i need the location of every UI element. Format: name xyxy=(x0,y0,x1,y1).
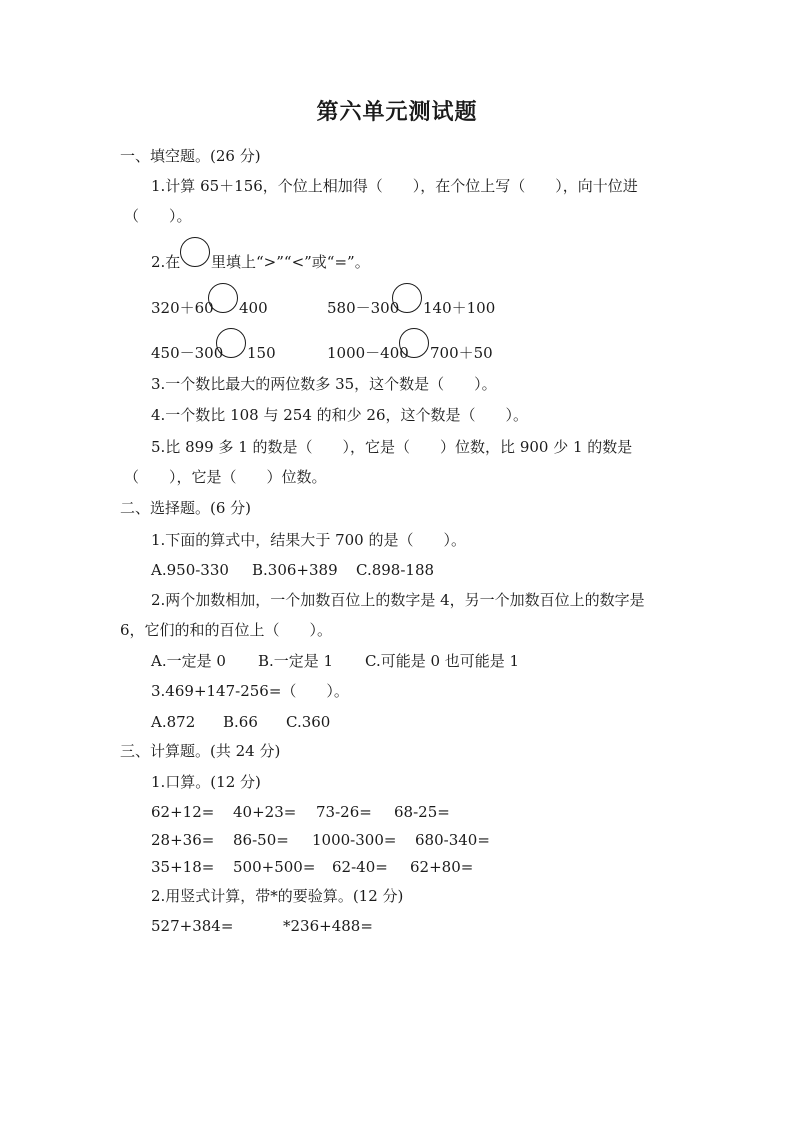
choice-3-option-b: B.66 xyxy=(223,713,258,731)
oral-r2-c2: 86-50= xyxy=(233,831,289,849)
compare-a-right: 400 xyxy=(239,299,268,317)
choice-3-option-a: A.872 xyxy=(151,713,196,731)
choice-2-option-a: A.一定是 0 xyxy=(151,652,226,670)
compare-b-right: 140＋100 xyxy=(423,299,496,317)
fill-question-4: 4.一个数比 108 与 254 的和少 26，这个数是（ ）。 xyxy=(151,406,529,424)
fill-question-2-suffix: 里填上“>”“<”或“=”。 xyxy=(211,253,370,271)
choice-1-option-a: A.950-330 xyxy=(151,561,229,579)
section-2-heading: 二、选择题。(6 分) xyxy=(120,499,252,517)
calc-question-2: 2.用竖式计算，带*的要验算。(12 分) xyxy=(151,887,404,905)
oral-r1-c3: 73-26= xyxy=(316,803,372,821)
fill-question-1-line-1: 1.计算 65＋156，个位上相加得（ ），在个位上写（ ），向十位进 xyxy=(151,177,638,195)
choice-question-3: 3.469+147-256=（ ）。 xyxy=(151,682,349,700)
choice-3-option-c: C.360 xyxy=(286,713,331,731)
oral-r1-c1: 62+12= xyxy=(151,803,215,821)
compare-c-left: 450－300 xyxy=(151,344,224,362)
page-title: 第六单元测试题 xyxy=(316,99,478,125)
choice-question-2-line-2: 6，它们的和的百位上（ ）。 xyxy=(120,621,333,639)
oral-r3-c4: 62+80= xyxy=(410,858,474,876)
choice-question-2-line-1: 2.两个加数相加，一个加数百位上的数字是 4，另一个加数百位上的数字是 xyxy=(151,591,645,609)
oral-r2-c4: 680-340= xyxy=(415,831,490,849)
oral-r3-c2: 500+500= xyxy=(233,858,316,876)
vertical-calc-2: *236+488= xyxy=(283,917,373,935)
compare-b-circle[interactable] xyxy=(392,283,422,313)
compare-b-left: 580－300 xyxy=(327,299,400,317)
fill-question-2-prefix: 2.在 xyxy=(151,253,181,271)
section-1-heading: 一、填空题。(26 分) xyxy=(120,147,261,165)
fill-question-3: 3.一个数比最大的两位数多 35，这个数是（ ）。 xyxy=(151,375,497,393)
oral-r2-c1: 28+36= xyxy=(151,831,215,849)
compare-a-circle[interactable] xyxy=(208,283,238,313)
oral-r1-c4: 68-25= xyxy=(394,803,450,821)
choice-1-option-b: B.306+389 xyxy=(252,561,338,579)
fill-question-5-line-1: 5.比 899 多 1 的数是（ ），它是（ ）位数，比 900 少 1 的数是 xyxy=(151,438,633,456)
vertical-calc-1: 527+384= xyxy=(151,917,234,935)
choice-2-option-b: B.一定是 1 xyxy=(258,652,334,670)
calc-question-1: 1.口算。(12 分) xyxy=(151,773,261,791)
compare-d-left: 1000－400 xyxy=(327,344,409,362)
choice-question-1: 1.下面的算式中，结果大于 700 的是（ ）。 xyxy=(151,531,466,549)
oral-r3-c3: 62-40= xyxy=(332,858,388,876)
oral-r3-c1: 35+18= xyxy=(151,858,215,876)
compare-d-circle[interactable] xyxy=(399,328,429,358)
choice-2-option-c: C.可能是 0 也可能是 1 xyxy=(365,652,520,670)
circle-blank-example xyxy=(180,237,210,267)
compare-a-left: 320＋60 xyxy=(151,299,214,317)
choice-1-option-c: C.898-188 xyxy=(356,561,435,579)
fill-question-1-line-2: （ ）。 xyxy=(124,207,192,225)
section-3-heading: 三、计算题。(共 24 分) xyxy=(120,742,281,760)
compare-c-circle[interactable] xyxy=(216,328,246,358)
compare-c-right: 150 xyxy=(247,344,276,362)
fill-question-5-line-2: （ ），它是（ ）位数。 xyxy=(124,468,327,486)
oral-r1-c2: 40+23= xyxy=(233,803,297,821)
compare-d-right: 700＋50 xyxy=(430,344,493,362)
oral-r2-c3: 1000-300= xyxy=(312,831,397,849)
